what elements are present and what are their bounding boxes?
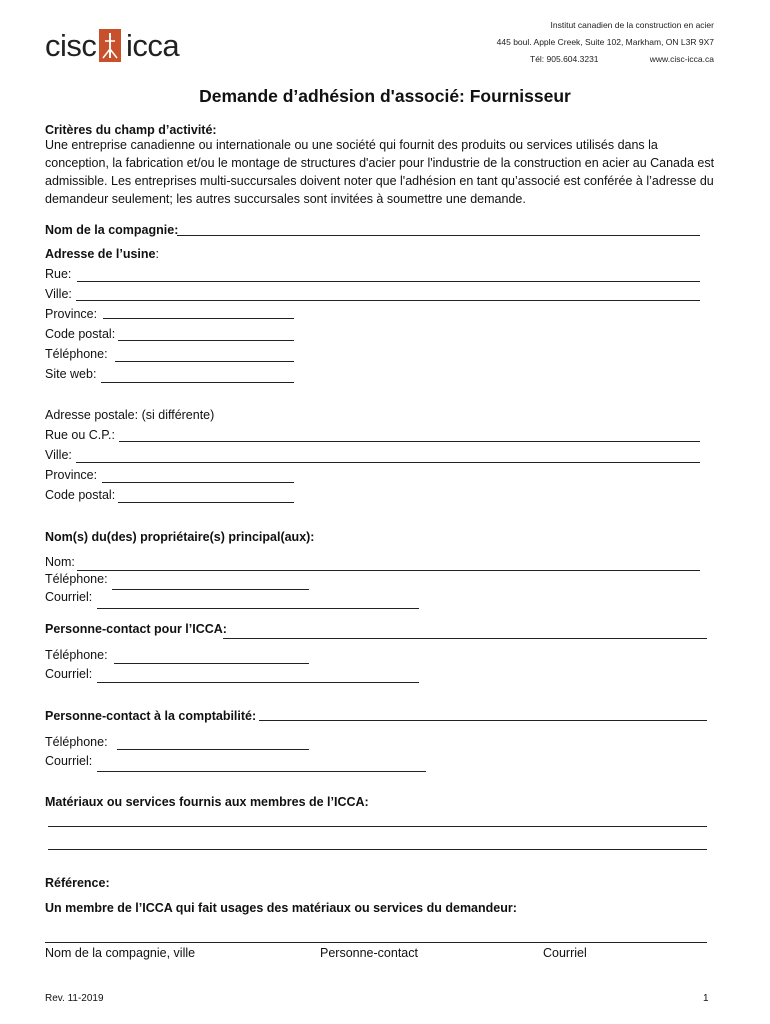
company-name-label: Nom de la compagnie: bbox=[45, 223, 179, 237]
factory-heading-colon: : bbox=[155, 247, 159, 261]
accounting-phone-label: Téléphone: bbox=[45, 735, 108, 749]
factory-city-label: Ville: bbox=[45, 287, 72, 301]
reference-col-email: Courriel bbox=[543, 946, 587, 960]
reference-field[interactable] bbox=[45, 942, 707, 943]
postal-province-label: Province: bbox=[45, 468, 98, 482]
logo-icca: icca bbox=[126, 28, 180, 63]
reference-subheading: Un membre de l’ICCA qui fait usages des matériaux ou services du demandeur: bbox=[45, 901, 517, 915]
institute-name: Institut canadien de la construction en acier bbox=[550, 20, 714, 30]
factory-website-label: Site web: bbox=[45, 367, 97, 381]
logo bbox=[45, 28, 96, 64]
icca-phone-field[interactable] bbox=[114, 663, 309, 664]
accounting-contact-heading: Personne-contact à la comptabilité: bbox=[45, 709, 257, 723]
postal-code-label: Code postal: bbox=[45, 488, 116, 502]
owners-phone-field[interactable] bbox=[112, 589, 309, 590]
logo-cisc: cisc bbox=[45, 28, 97, 63]
criteria-text: Une entreprise canadienne ou internationale ou une société qui fournit des produits ou services utilisés dans la conception, la fabrication et/ou le montage de structures d'acier pour l'industrie de la construction en acier au Canada est admissible. Les entreprises multi-succursales doivent noter que l'adhésion en tant qu’associé est conférée à l’adresse du demandeur seulement; les autres succursales sont invitées à soumettre une demande. bbox=[45, 138, 715, 206]
owners-name-label: Nom: bbox=[45, 555, 75, 569]
postal-street-field[interactable] bbox=[119, 441, 700, 442]
owners-email-label: Courriel: bbox=[45, 590, 93, 604]
reference-col-company: Nom de la compagnie, ville bbox=[45, 946, 196, 960]
postal-province-field[interactable] bbox=[102, 482, 294, 483]
factory-postal-field[interactable] bbox=[118, 340, 294, 341]
icca-email-field[interactable] bbox=[97, 682, 419, 683]
icca-email-label: Courriel: bbox=[45, 667, 93, 681]
factory-phone-label: Téléphone: bbox=[45, 347, 108, 361]
factory-postal-label: Code postal: bbox=[45, 327, 116, 341]
factory-street-label: Rue: bbox=[45, 267, 72, 281]
factory-heading bbox=[45, 246, 159, 262]
page-title: Demande d’adhésion d'associé: Fournisseur bbox=[199, 86, 571, 106]
logo-mark-icon bbox=[99, 29, 121, 62]
owners-heading: Nom(s) du(des) propriétaire(s) principal(aux): bbox=[45, 530, 315, 544]
footer-page-number: 1 bbox=[703, 993, 709, 1004]
institute-address: 445 boul. Apple Creek, Suite 102, Markham, ON L3R 9X7 bbox=[496, 37, 714, 47]
materials-field-1[interactable] bbox=[48, 826, 707, 827]
postal-city-field[interactable] bbox=[76, 462, 700, 463]
factory-website-field[interactable] bbox=[101, 382, 294, 383]
owners-phone-label: Téléphone: bbox=[45, 572, 108, 586]
factory-street-field[interactable] bbox=[77, 281, 700, 282]
logo-text-right bbox=[126, 28, 179, 64]
institute-website[interactable]: www.cisc-icca.ca bbox=[649, 54, 714, 64]
owners-email-field[interactable] bbox=[97, 608, 419, 609]
icca-contact-heading: Personne-contact pour l’ICCA: bbox=[45, 622, 227, 636]
factory-phone-field[interactable] bbox=[115, 361, 294, 362]
materials-heading: Matériaux ou services fournis aux membres de l’ICCA: bbox=[45, 795, 369, 809]
factory-province-field[interactable] bbox=[103, 318, 294, 319]
footer-revision: Rev. 11-2019 bbox=[45, 993, 104, 1004]
factory-heading-text: Adresse de l’usine bbox=[45, 247, 156, 261]
criteria-heading: Critères du champ d’activité: bbox=[45, 123, 217, 137]
accounting-contact-field[interactable] bbox=[259, 720, 707, 721]
accounting-email-field[interactable] bbox=[97, 771, 426, 772]
reference-col-contact: Personne-contact bbox=[320, 946, 418, 960]
postal-code-field[interactable] bbox=[118, 502, 294, 503]
postal-city-label: Ville: bbox=[45, 448, 72, 462]
postal-street-label: Rue ou C.P.: bbox=[45, 428, 115, 442]
materials-field-2[interactable] bbox=[48, 849, 707, 850]
company-name-field[interactable] bbox=[177, 235, 700, 236]
accounting-phone-field[interactable] bbox=[117, 749, 309, 750]
institute-phone: Tél: 905.604.3231 bbox=[530, 54, 599, 64]
factory-province-label: Province: bbox=[45, 307, 98, 321]
factory-city-field[interactable] bbox=[76, 300, 700, 301]
owners-name-field[interactable] bbox=[77, 570, 700, 571]
postal-heading: Adresse postale: (si différente) bbox=[45, 408, 215, 422]
accounting-email-label: Courriel: bbox=[45, 754, 93, 768]
icca-phone-label: Téléphone: bbox=[45, 648, 108, 662]
icca-contact-field[interactable] bbox=[223, 638, 707, 639]
reference-heading: Référence: bbox=[45, 876, 110, 890]
